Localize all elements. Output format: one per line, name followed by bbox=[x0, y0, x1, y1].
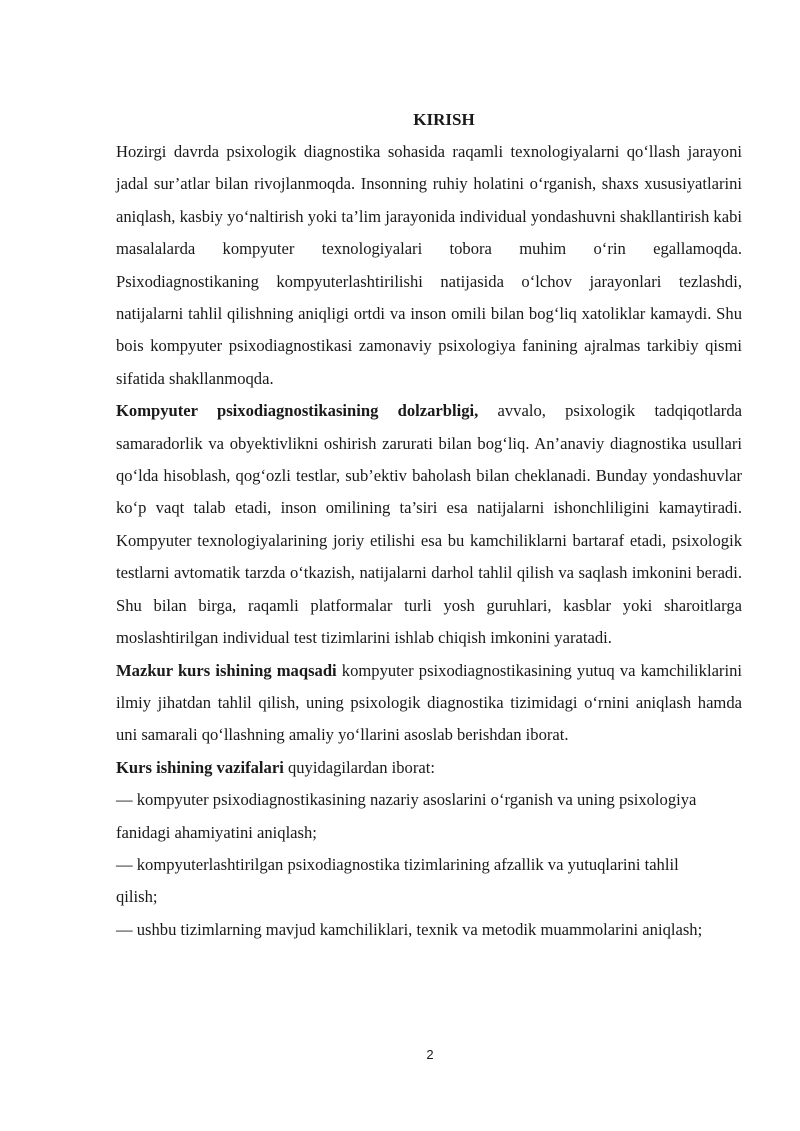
task-item: — ushbu tizimlarning mavjud kamchiliklari, texnik va metodik muammolarini aniqlash; bbox=[116, 919, 703, 939]
relevance-text: avvalo, psixologik tadqiqotlarda samaradorlik va obyektivlikni oshirish zarurati bilan bog‘liq. An’anaviy diagnostika usullari qo‘lda hisoblash, qog‘ozli testlar, sub’ektiv baholash bilan cheklanadi. Bunday yondashuvlar ko‘p vaqt talab etadi, inson omilining ta’siri esa natijalarni ishonchliligini kamaytiradi. Kompyuter texnologiyalarining joriy etilishi esa bu kamchiliklarni bartaraf etadi, psixologik testlarni avtomatik tarzda o‘tkazish, natijalarni darhol tahlil qilish va saqlash imkonini beradi. Shu bilan birga, raqamli platformalar turli yosh guruhlari, kasblar yoki sharoitlarga moslashtirilgan individual test tizimlarini ishlab chiqish imkonini yaratadi. bbox=[116, 401, 742, 648]
relevance-lead: Kompyuter psixodiagnostikasining dolzarbligi, bbox=[116, 401, 479, 421]
tasks-intro-paragraph bbox=[116, 752, 742, 784]
section-heading: KIRISH bbox=[413, 110, 475, 129]
task-item: — kompyuterlashtirilgan psixodiagnostika tizimlarining afzallik va yutuqlarini tahlil qilish; bbox=[116, 854, 679, 907]
document-page bbox=[116, 104, 742, 946]
task-item: — kompyuter psixodiagnostikasining nazariy asoslarini o‘rganish va uning psixologiya fanidagi ahamiyatini aniqlash; bbox=[116, 790, 697, 842]
page-number: 2 bbox=[426, 1047, 434, 1062]
goal-text: kompyuter psixodiagnostikasining yutuq va kamchiliklarini ilmiy jihatdan tahlil qilish, uning psixologik diagnostika tizimidagi o‘rnini aniqlash hamda uni samarali qo‘llashning amaliy yo‘llarini asoslab berishdan iborat. bbox=[116, 660, 742, 745]
relevance-paragraph bbox=[116, 395, 742, 654]
tasks-lead: Kurs ishining vazifalari bbox=[116, 757, 284, 777]
intro-paragraph: Hozirgi davrda psixologik diagnostika sohasida raqamli texnologiyalarni qo‘llash jarayoni jadal sur’atlar bilan rivojlanmoqda. Insonning ruhiy holatini o‘rganish, shaxs xususiyatlarini aniqlash, kasbiy yo‘naltirish yoki ta’lim jarayonida individual yondashuvni shakllantirish kabi masalalarda kompyuter texnologiyalari tobora muhim o‘rin egallamoqda. Psixodiagnostikaning kompyuterlashtirilishi natijasida o‘lchov jarayonlari tezlashdi, natijalarni tahlil qilishning aniqligi ortdi va inson omili bilan bog‘liq xatoliklar kamaydi. Shu bois kompyuter psixodiagnostikasi zamonaviy psixologiya fanining ajralmas tarkibiy qismi sifatida shakllanmoqda. bbox=[116, 142, 742, 388]
goal-lead: Mazkur kurs ishining maqsadi bbox=[116, 660, 337, 680]
goal-paragraph bbox=[116, 655, 742, 752]
tasks-intro-text: quyidagilardan iborat: bbox=[283, 757, 435, 777]
